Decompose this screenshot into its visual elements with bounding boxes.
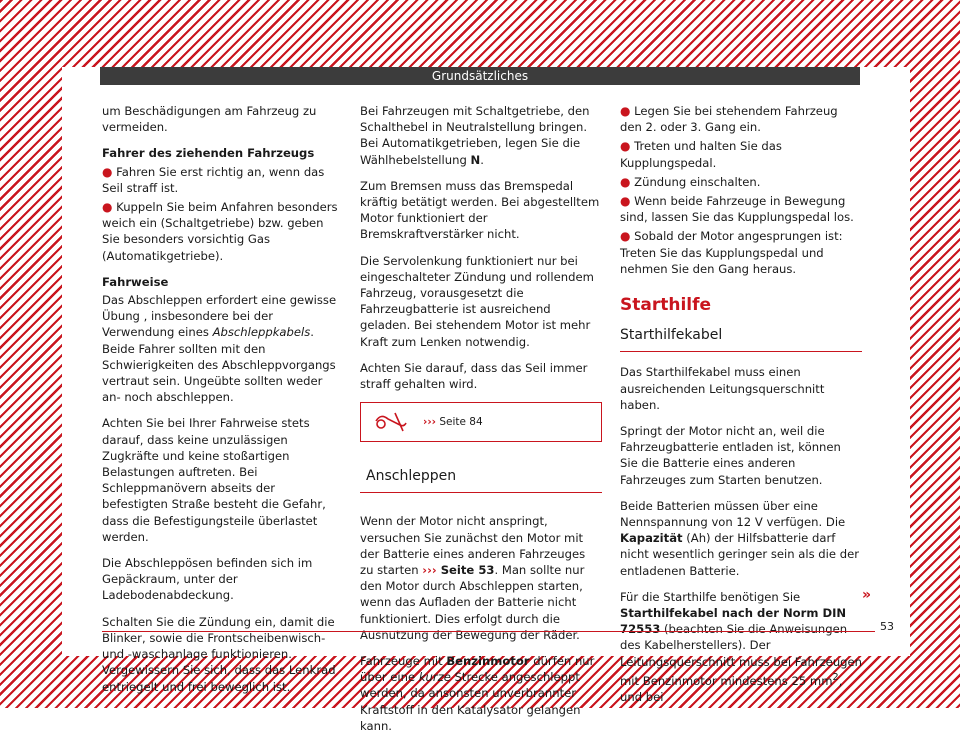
warning-page-link[interactable]: ››› Seite 84 <box>423 416 483 429</box>
paragraph: Beide Batterien müssen über eine Nennspannung von 12 V verfügen. Die Kapazität (Ah) der Hilfsbatterie darf nicht wesentlich geringer sein als die der entladenen Batterie. <box>620 498 859 578</box>
paragraph: Fahrzeuge mit Benzinmotor dürfen nur über eine kurze Strecke angeschleppt werden, da ansonsten unverbrannter Kraftstoff in den Katalysator gelangen kann. <box>360 654 595 733</box>
subheading-fahrer: Fahrer des ziehenden Fahrzeugs <box>102 146 315 161</box>
list-item: ● Fahren Sie erst richtig an, wenn das Seil straff ist. <box>102 164 325 195</box>
paragraph: Die Abschleppösen befinden sich im Gepäckraum, unter der Ladebodenabdeckung. <box>102 556 313 603</box>
paragraph: Für die Starthilfe benötigen Sie Starthilfekabel nach der Norm DIN 72553 (beachten Sie die Anweisungen des Kabelherstellers). Der Leitungsquerschnitt muss bei Fahrzeugen mit Benzinmotor mindestens 25 $mm^2$, und bei <box>620 589 863 704</box>
link-arrow-icon: ››› <box>422 563 437 578</box>
section-divider <box>620 351 862 352</box>
paragraph: Achten Sie darauf, dass das Seil immer straff gehalten wird. <box>360 360 588 392</box>
column-3 <box>620 103 862 715</box>
bullet-icon: ● <box>102 164 113 179</box>
paragraph: Schalten Sie die Zündung ein, damit die Blinker, sowie die Frontscheibenwisch- und -waschanlage funktionieren. Vergewissern Sie sich, dass das Lenkrad entriegelt und frei beweglich ist. <box>102 614 336 694</box>
list-item: ● Legen Sie bei stehendem Fahrzeug den 2. oder 3. Gang ein. <box>620 104 838 135</box>
list-item: ● Kuppeln Sie beim Anfahren besonders weich ein (Schaltgetriebe) bzw. geben Sie besonders vorsichtig Gas (Automatikgetriebe). <box>102 200 338 263</box>
paragraph: Das Starthilfekabel muss einen ausreichenden Leitungsquerschnitt haben. <box>620 365 825 412</box>
bullet-icon: ● <box>102 200 113 215</box>
page-title: Grundsätzliches <box>431 69 529 83</box>
paragraph: Die Servolenkung funktioniert nur bei eingeschalteter Zündung und rollendem Fahrzeug, vorausgesetzt die Fahrzeugbatterie ist ausreichend geladen. Bei stehendem Motor ist mehr Kraft zum Lenken notwendig. <box>360 253 594 349</box>
warning-box <box>360 402 602 442</box>
paragraph: Das Abschleppen erfordert eine gewisse Übung , insbesondere bei der Verwendung eines Abschleppkabels. Beide Fahrer sollten mit den Schwierigkeiten des Abschleppvorgangs vertraut sein. Ungeübte sollten weder an- noch abschleppen. <box>102 293 337 405</box>
column-1 <box>102 103 342 705</box>
wrench-warning-icon <box>373 411 409 433</box>
paragraph: um Beschädigungen am Fahrzeug zu vermeiden. <box>102 104 317 135</box>
paragraph: Springt der Motor nicht an, weil die Fahrzeugbatterie entladen ist, können Sie die Batterie eines anderen Fahrzeuges zum Starten benutzen. <box>620 424 841 487</box>
link-arrow-icon: ››› <box>423 416 436 429</box>
bullet-icon: ● <box>620 139 631 154</box>
paragraph: Zum Bremsen muss das Bremspedal kräftig betätigt werden. Bei abgestelltem Motor funktioniert der Bremskraftverstärker nicht. <box>360 178 600 242</box>
footer-divider <box>102 631 875 632</box>
continue-arrow-icon: » <box>862 587 872 603</box>
bullet-icon: ● <box>620 174 631 189</box>
list-item: ● Zündung einschalten. <box>620 174 761 189</box>
page-link[interactable]: ››› Seite 53 <box>422 563 495 578</box>
subheading-fahrweise: Fahrweise <box>102 274 169 289</box>
bullet-icon: ● <box>620 104 631 118</box>
page-number: 53 <box>880 620 894 633</box>
list-item: ● Wenn beide Fahrzeuge in Bewegung sind, lassen Sie das Kupplungspedal los. <box>620 194 854 225</box>
paragraph: Achten Sie bei Ihrer Fahrweise stets darauf, dass keine unzulässigen Zugkräfte und keine stoßartigen Belastungen auftreten. Bei Schleppmanövern abseits der befestigten Straße besteht die Gefahr, dass die Befestigungsteile überlastet werden. <box>102 416 326 544</box>
paragraph: Bei Fahrzeugen mit Schaltgetriebe, den Schalthebel in Neutralstellung bringen. Bei Automatikgetrieben, legen Sie die Wählhebelstellung N. <box>360 104 590 167</box>
subsection-title-starthilfekabel: Starthilfekabel <box>620 327 723 344</box>
paragraph: Wenn der Motor nicht anspringt, versuchen Sie zunächst den Motor mit der Batterie eines anderen Fahrzeuges zu starten ››› Seite 53. Man sollte nur den Motor durch Abschleppen starten, wenn das Aufladen der Batterie nicht funktioniert. Dies erfolgt durch die Ausnutzung der Bewegung der Räder. <box>360 514 586 642</box>
list-item: ● Treten und halten Sie das Kupplungspedal. <box>620 139 782 170</box>
section-title-anschleppen: Anschleppen <box>366 468 457 485</box>
section-title-starthilfe: Starthilfe <box>620 295 712 316</box>
list-item: ● Sobald der Motor angesprungen ist: Treten Sie das Kupplungspedal und nehmen Sie den Gang heraus. <box>620 229 843 276</box>
section-divider <box>360 492 602 493</box>
bullet-icon: ● <box>620 229 631 244</box>
column-2 <box>360 103 602 744</box>
bullet-icon: ● <box>620 194 631 209</box>
